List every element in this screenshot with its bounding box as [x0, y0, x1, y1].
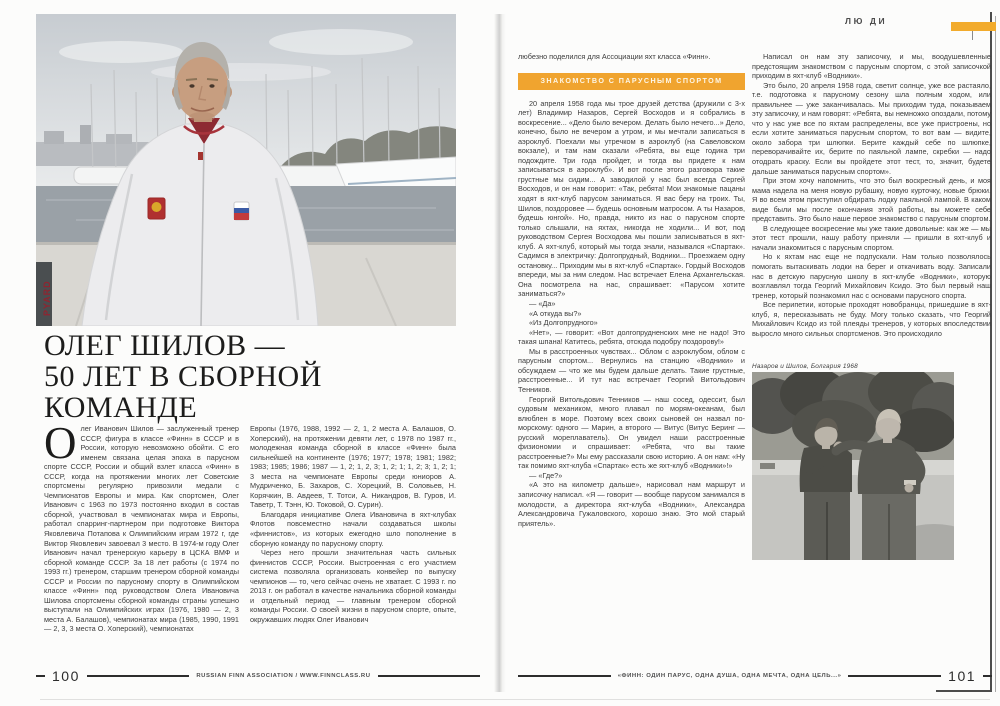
- left-column-1-text: лег Иванович Шилов — заслуженный тренер СССР, фигура в классе «Финн» в СССР и в России, которую невозможно обойти. С его именем связана целая эпоха в парусном спорте СССР, России и общий взлет класса «Финн» в СССР, когда на протяжении многих лет Советские спортсмены регулярно привозили медали с Чемпионатов Европы и мира. Как спортсмен, Олег Иванович с 1963 по 1973 постоянно входил в состав сборной, участвовал в чемпионатах мира и Европы, работал спарринг-партнером при подготовке Виктора Яковлевича Потапова к Олимпийским играм 1972 г, где Виктор Яковлевич завоевал 3 место. В 1974-м году Олег Иванович начал тренерскую карьеру в ЦСКА ВМФ и сборной команде СССР. За 18 лет работы (с 1974 по 1993 гг.) тренером, старшим тренером сборной команды СССР и России по парусному спорту в Олимпийском классе «Финн» под руководством Олега Ивановича Шилова спортсмены сборной команды страны успешно выступали на Олимпийских играх (1976, 1980 — 2, 3 места А. Балашов), чемпионатах мира (1985, 1990, 1991 — 2, 3, 3 места О. Хоперский), чемпионатах: [44, 424, 239, 634]
- footer-rule: [518, 675, 611, 677]
- title-line-1: ОЛЕГ ШИЛОВ —: [44, 329, 286, 362]
- right-column-2: [752, 52, 991, 560]
- paragraph: В следующее воскресение мы уже такие довольные: как же — мы этот тест прошли, нашу работу приняли — пришли в яхт-клуб и начали знакомиться с парусным спортом.: [752, 223, 991, 252]
- dialogue-line: «А откуда вы?»: [529, 308, 582, 318]
- imprint-text: RUSSIAN FINN ASSOCIATION / WWW.FINNCLASS.RU: [196, 673, 371, 679]
- paragraph: Но к яхтам нас еще не подпускали. Нам только позволялось помогать вытаскивать лодки на берег и откачивать воду. Записали нас в детскую парусную школу в яхт-клубе «Водники», которую возглавлял тогда Георгий Михайлович Ксидо. Это был первый наш тренер, который познакомил нас с основами парусного спорта.: [752, 252, 991, 300]
- dialogue-line: — «Где?»: [529, 470, 563, 480]
- right-column-1: [518, 52, 745, 528]
- page-edge: [936, 690, 992, 692]
- paragraph: «А это на километр дальше», нарисовал нам маршрут и записочку написал. «Я — говорит — вообще парусом занимался в молодости, а директора яхт-клуба «Водники», Александра Александровича Гужаловского, хорошо знаю. Это мой старый приятель».: [518, 480, 745, 528]
- title-line-3: КОМАНДЕ: [44, 391, 198, 424]
- paragraph: При этом хочу напомнить, что это был воскресный день, и моя мама надела на меня новую рубашку, новую курточку, новые брюки. Я во всем этом приступил обдирать лодку паяльной лампой. В каком виде были мы после окончания этой работы, вы можете себе представить. Это было наше первое знакомство с парусным спортом.: [752, 176, 991, 224]
- page-edge: [40, 699, 990, 700]
- paragraph: Написал он нам эту записочку, и мы, воодушевленные предстоящим знакомством с парусным спортом, с этой записочкой приходим в яхт-клуб «Водники».: [752, 52, 991, 81]
- left-page-columns: [44, 418, 456, 664]
- dialogue-line: «Из Долгопрудного»: [529, 318, 598, 328]
- page-edge: [995, 16, 996, 692]
- page-number-right: 101: [948, 668, 977, 684]
- bw-photo: [752, 372, 954, 560]
- sleeve-brand-text: PYARD: [42, 280, 52, 316]
- paragraph: Через него прошли значительная часть сильных финнистов СССР, России. Выстроенная с его участием система позволяла организовать конвейер по выпуску чемпионов — то, чего сейчас очень не хватает. С 1993 г. по 2013 г. он работал в качестве начальника сборной команды и отдельный период — главным тренером сборной команды России. О своей жизни в парусном спорте, опыте, окружавших людях Олег Иванович: [250, 548, 456, 624]
- photo-caption: Назаров и Шилов, Болгария 1968: [752, 363, 858, 371]
- dialogue-line: — «Да»: [529, 299, 556, 309]
- footer-rule: [36, 675, 45, 677]
- footer-rule: [848, 675, 941, 677]
- page-fold: [494, 14, 506, 692]
- footer-rule: [87, 675, 189, 677]
- paragraph: «Нет», — говорит: «Вот долгопрудненских мне не надо! Это такая шпана! Катитесь, ребята, отсюда подобру поздорову!»: [518, 327, 745, 347]
- marina-photo-illustration: [36, 14, 456, 326]
- tab-tick: [972, 31, 973, 40]
- paragraph: 20 апреля 1958 года мы трое друзей детства (дружили с 3-х лет) Владимир Назаров, Сергей Восходов и я собрались в воскресение... «Дело было вечером. Делать было нечего...» Дело, конечно, было не вечером а утром, и мы мечтали записаться в аэроклуб. Поехали мы утречком в аэроклуб (на Савеловском вокзале), и там нам сказали «Ребята, вы еще годика три подождите. Три года пройдет, и тогда вы придете к нам записываться в аэроклуб». И вот после этого разговора такие грустные мы сидим... А заводилой у нас был всегда Сергей Восходов, и он нам говорит: «Так, ребята! Мои знакомые пацаны ходят в яхт-клуб парусом заниматься. Я вас беру на троих. Ты, Шилов, поздоровее — будешь основным матросом. А ты Назаров, будешь юнгой». Но, правда, никто из нас о парусном спорте только слышали, на яхтах, никогда не ходили... И вот, под руководством Сергея Восходова мы пошли записываться в яхт-клуб. А яхт-клуб, который мы тогда знали, назывался «Спартак». Садимся в электричку: Долгопрудный, Водники... Проезжаем одну остановку... Приходим мы в яхт-клуб «Спартак». Гордый Восходов впереди, мы за ним следом. Нас встречает Елена Архангельская. Она посмотрела на нас, спрашивает: «Парусом хотите заниматься?»: [518, 98, 745, 299]
- paragraph: Георгий Витольдович Тенников — наш сосед, одессит, был судовым механиком, много плавал по морям-океанам, был влюблен в море. Поэтому всех своих сыновей он назвал по-морскому: одного — Марин, а второго — Витус (Витус Беринг — русский мореплаватель). Он увидел наши расстроенные физиономии и спрашивает: «Ребята, что вы такие расстроенные?» Мы ему рассказали свою историю. А он нам: «Ну так помимо яхт-клуба «Спартак» есть же яхт-клуб «Водники»!»: [518, 394, 745, 471]
- paragraph: Мы в расстроенных чувствах... Облом с аэроклубом, облом с парусным спортом... Вернулись на станцию «Водники» и обсуждаем — что же мы будем дальше делать. Такие грустные, расстроенные... И тут нас встречает Георгий Витольдович Тенников.: [518, 346, 745, 394]
- section-label-people: ЛЮ ДИ: [845, 16, 888, 26]
- orange-tab: [951, 22, 996, 31]
- dropcap: О: [44, 418, 77, 468]
- slogan-text: «ФИНН: ОДИН ПАРУС, ОДНА ДУША, ОДНА МЕЧТА, ОДНА ЦЕЛЬ...»: [617, 673, 842, 679]
- footer-rule: [378, 675, 480, 677]
- paragraph: Благодаря инициативе Олега Ивановича в яхт-клубах Флотов повсеместно начали создаваться школы «финнистов», из которых ежегодно шло пополнение в сборную команду по парусному спорту.: [250, 509, 456, 548]
- flag-patch: [234, 202, 249, 220]
- footer-rule: [983, 675, 992, 677]
- left-column-2: [250, 424, 456, 664]
- hero-photo: [36, 14, 456, 326]
- paragraph: Это было, 20 апреля 1958 года, светит солнце, уже все растаяло, т.е. подготовка к парусному сезону шла полным ходом, или правильнее — уже заканчивалась. Мы приходим туда, показываем эту записочку, и нам говорят: «Ребята, вы немножко опоздали, потому что у нас уже все по яхтам распределены, все уже пристроены, но если хотите заниматься парусным спортом, то вот вам — видите, около забора три шлюпки. Берите каждый себе по шлюпке, переворачивайте их, берите по паяльной лампе, скребки — надо отодрать краску. Если вы пройдете этот тест, то, значит, будете дальше заниматься парусным спортом».: [752, 80, 991, 176]
- title-line-2: 50 ЛЕТ В СБОРНОЙ: [44, 360, 322, 393]
- section-header-text: ЗНАКОМСТВО С ПАРУСНЫМ СПОРТОМ: [540, 76, 723, 86]
- jacket-crest: [148, 198, 165, 219]
- intro-paragraph: любезно поделился для Ассоциации яхт класса «Финн».: [518, 52, 711, 61]
- paragraph: Все перипетии, которые проходят новобранцы, пришедшие в яхт-клуб, я, пересказывать не буду. Могу только сказать, что Георгий Михайлович Ксидо из той плеяды тренеров, у которых впоследствии выросло много сильных спортсменов. Это происходило: [752, 300, 991, 338]
- left-page-footer: [36, 668, 480, 684]
- article-title: [44, 330, 454, 423]
- right-page-footer: [518, 668, 992, 684]
- bw-photo-illustration: [752, 372, 954, 560]
- section-header-bar: [518, 73, 745, 90]
- page-number-left: 100: [52, 668, 80, 684]
- paragraph: Европы (1976, 1988, 1992 — 2, 1, 2 места А. Балашов, О. Хоперский), на протяжении девяти лет, с 1978 по 1987 гг., молодежная команда сборной в классе «Финн» была сильнейшей на континенте (1976; 1977; 1978; 1981; 1982; 1983; 1985; 1986; 1987 — 1, 2; 1, 2, 3; 1, 2; 1; 1, 2; 3; 1, 2; 1; 3 места на чемпионате Европы среди юниоров А. Мудриченко, Б. Захаров, С. Хорецкий, В. Соловьев, Н. Корячкин, В. Авдеев, Т. Тотси, А. Никандров, В. Гуров, И. Таветр, Т. Тэнн, Ю. Токовой, О. Сурин).: [250, 424, 456, 510]
- left-column-1: [44, 418, 239, 664]
